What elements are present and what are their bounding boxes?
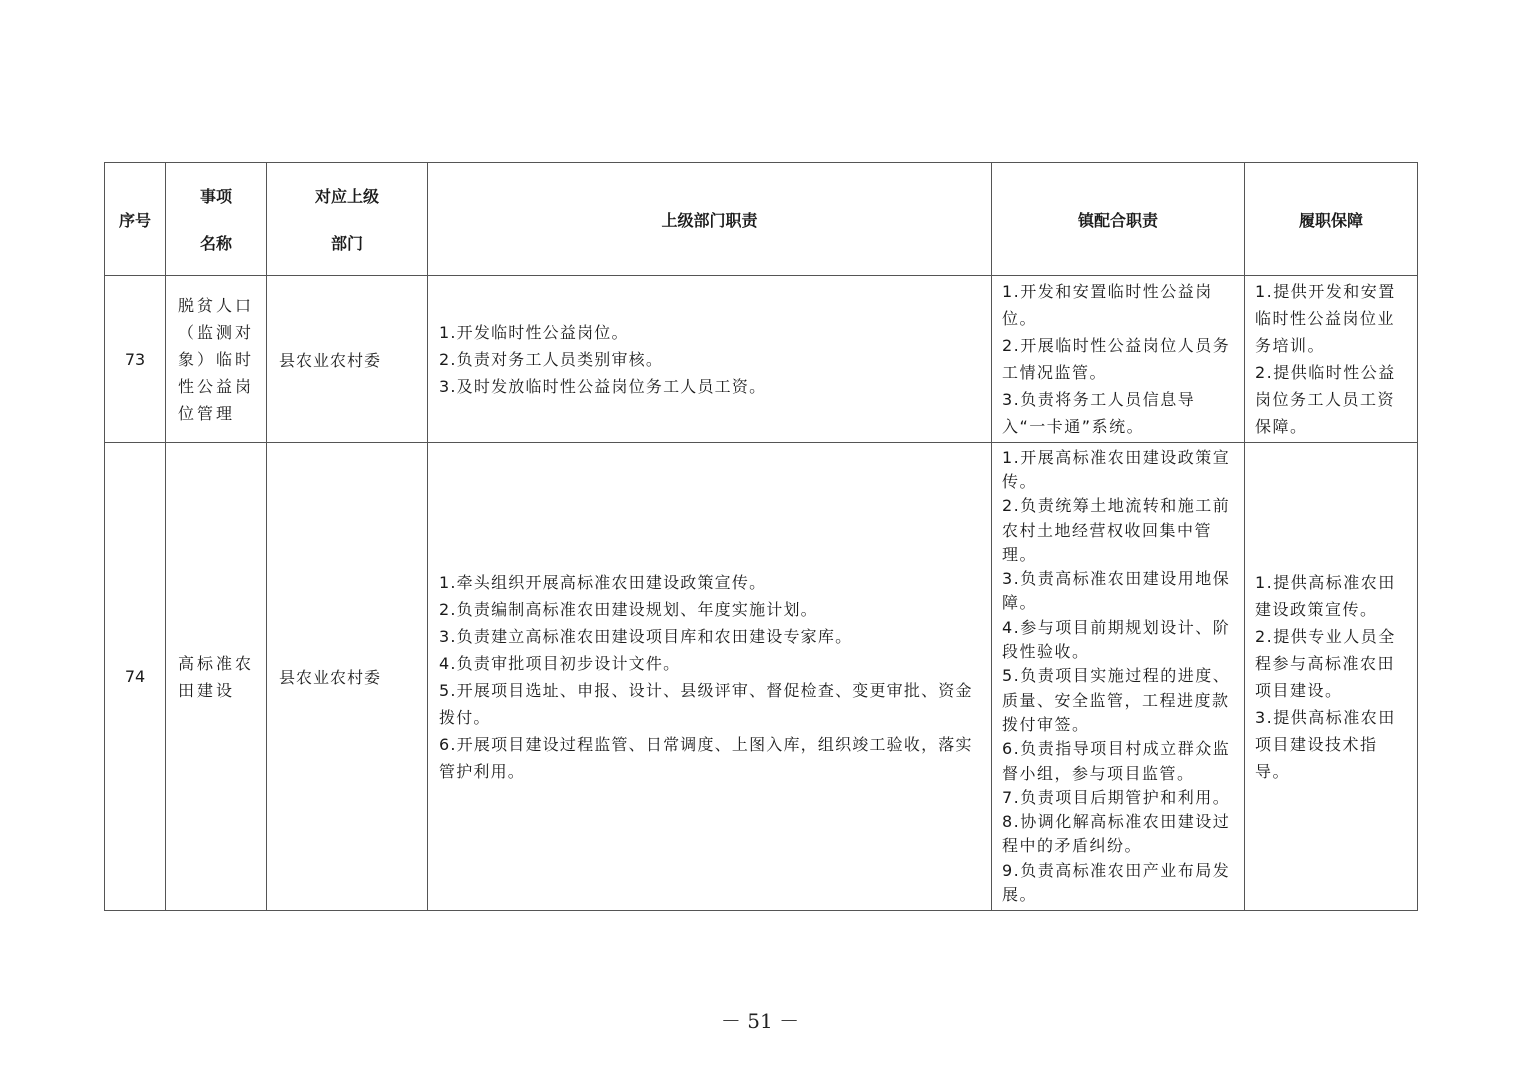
upper-department: 县农业农村委 (267, 443, 428, 911)
guarantee-item: 2.提供专业人员全程参与高标准农田项目建设。 (1255, 626, 1396, 700)
guarantee (1245, 443, 1418, 911)
item-name-line: 象）临时 (178, 349, 255, 369)
duty-item: 1.牵头组织开展高标准农田建设政策宣传。 (439, 572, 767, 592)
duty-item: 2.负责统筹土地流转和施工前农村土地经营权收回集中管理。 (1002, 496, 1231, 564)
item-name-line: 性公益岗 (178, 376, 255, 396)
upper-department: 县农业农村委 (267, 276, 428, 443)
header-guarantee (1245, 163, 1418, 276)
guarantee (1245, 276, 1418, 443)
town-duties (992, 276, 1245, 443)
header-row (105, 163, 1418, 276)
item-name-line: 田建设 (178, 680, 236, 700)
duty-item: 3.负责高标准农田建设用地保障。 (1002, 569, 1231, 613)
item-name-line: 高标准农 (178, 653, 255, 673)
header-serial (105, 163, 166, 276)
header-item-name (166, 163, 267, 276)
duty-item: 1.开发和安置临时性公益岗位。 (1002, 282, 1213, 328)
upper-duties (428, 443, 992, 911)
duty-item: 3.负责将务工人员信息导入“一卡通”系统。 (1002, 390, 1196, 436)
header-upper-dept (267, 163, 428, 276)
header-upper-duties-label: 上级部门职责 (661, 210, 758, 230)
duty-item: 8.协调化解高标准农田建设过程中的矛盾纠纷。 (1002, 812, 1231, 856)
guarantee-item: 3.提供高标准农田项目建设技术指导。 (1255, 707, 1396, 781)
item-name (166, 276, 267, 443)
header-item-name-line1: 事项 (199, 187, 232, 206)
duty-item: 5.开展项目选址、申报、设计、县级评审、督促检查、变更审批、资金拨付。 (439, 680, 973, 727)
guarantee-item: 2.提供临时性公益岗位务工人员工资保障。 (1255, 363, 1396, 436)
duty-item: 5.负责项目实施过程的进度、质量、安全监管，工程进度款拨付审签。 (1002, 666, 1231, 734)
duty-item: 2.开展临时性公益岗位人员务工情况监管。 (1002, 336, 1231, 382)
header-upper-dept-line2: 部门 (330, 234, 363, 253)
duty-item: 6.开展项目建设过程监管、日常调度、上图入库，组织竣工验收，落实管护利用。 (439, 734, 973, 781)
duty-item: 4.负责审批项目初步设计文件。 (439, 653, 681, 673)
header-town-duties (992, 163, 1245, 276)
header-upper-dept-line1: 对应上级 (314, 187, 379, 206)
guarantee-item: 1.提供开发和安置临时性公益岗位业务培训。 (1255, 282, 1396, 355)
page-number: － 51 － (720, 1009, 800, 1033)
upper-duties (428, 276, 992, 443)
guarantee-item: 1.提供高标准农田建设政策宣传。 (1255, 572, 1396, 619)
row-number: 74 (105, 443, 166, 911)
item-name-line: （监测对 (178, 322, 255, 342)
header-town-duties-label: 镇配合职责 (1077, 210, 1158, 230)
duty-item: 3.及时发放临时性公益岗位务工人员工资。 (439, 376, 767, 396)
duty-item: 3.负责建立高标准农田建设项目库和农田建设专家库。 (439, 626, 853, 646)
header-item-name-line2: 名称 (199, 234, 232, 253)
item-name (166, 443, 267, 911)
table-row (105, 276, 1418, 443)
item-name-line: 位管理 (178, 403, 236, 423)
duty-item: 4.参与项目前期规划设计、阶段性验收。 (1002, 617, 1231, 662)
header-serial-label: 序号 (118, 210, 151, 230)
row-number: 73 (105, 276, 166, 443)
duty-item: 1.开发临时性公益岗位。 (439, 322, 629, 342)
duty-item: 2.负责对务工人员类别审核。 (439, 349, 664, 369)
duty-item: 7.负责项目后期管护和利用。 (1002, 787, 1231, 807)
duty-item: 2.负责编制高标准农田建设规划、年度实施计划。 (439, 599, 818, 619)
duty-table (104, 162, 1418, 911)
duty-item: 9.负责高标准农田产业布局发展。 (1002, 860, 1231, 905)
header-guarantee-label: 履职保障 (1298, 210, 1363, 230)
table-row (105, 443, 1418, 911)
header-upper-duties (428, 163, 992, 276)
item-name-line: 脱贫人口 (178, 295, 255, 315)
town-duties (992, 443, 1245, 911)
duty-item: 6.负责指导项目村成立群众监督小组，参与项目监管。 (1002, 739, 1231, 783)
duty-item: 1.开展高标准农田建设政策宣传。 (1002, 447, 1231, 491)
